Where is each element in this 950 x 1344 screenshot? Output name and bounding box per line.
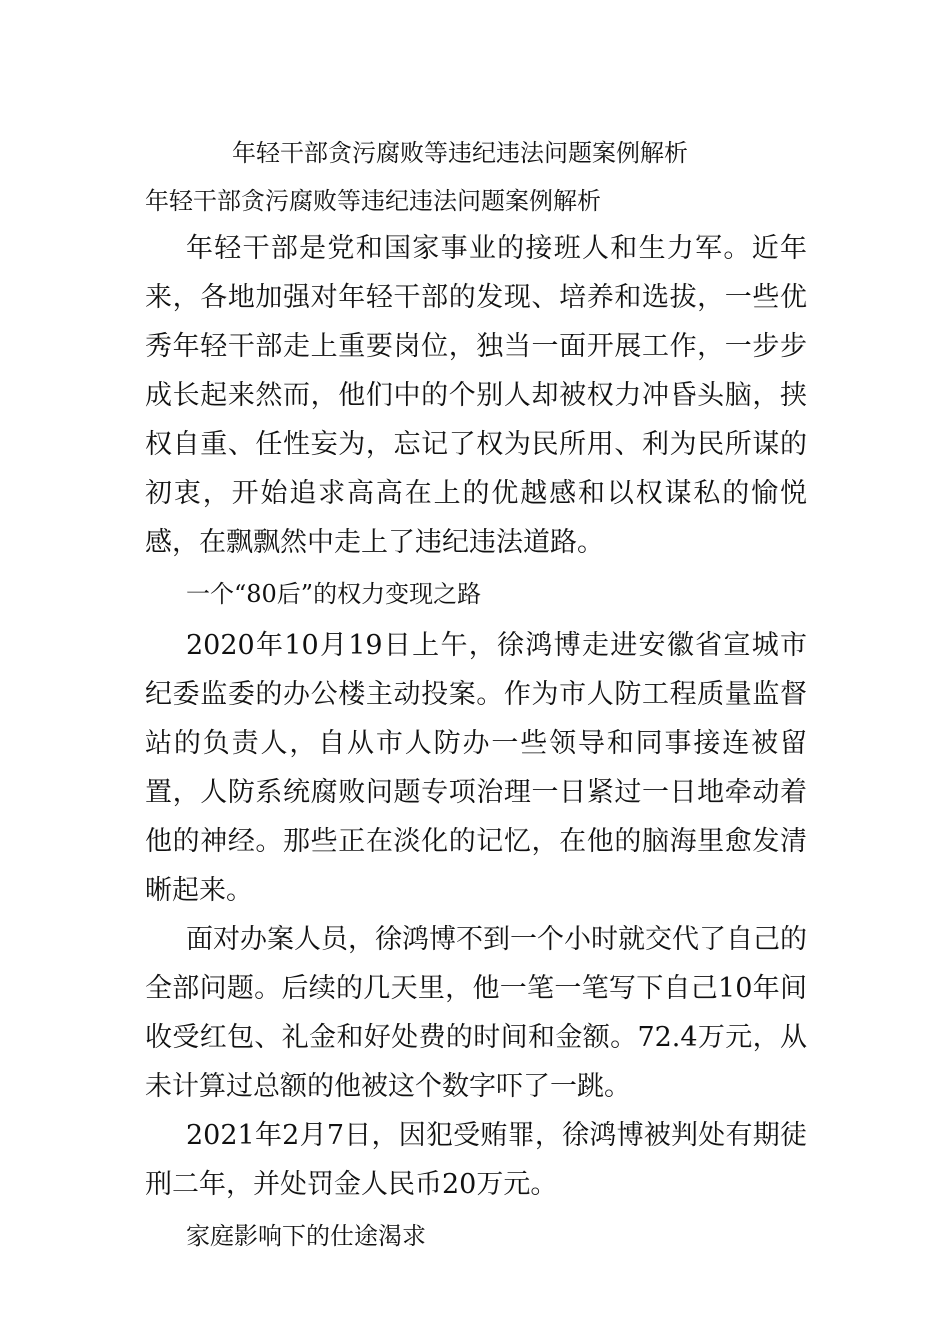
document-title: 年轻干部贪污腐败等违纪违法问题案例解析: [232, 139, 688, 167]
document-subtitle: 年轻干部贪污腐败等违纪违法问题案例解析: [145, 187, 601, 215]
section-heading-80s-power: 一个“80后”的权力变现之路: [186, 580, 482, 608]
paragraph-sentence: 2021年2月7日，因犯受贿罪，徐鸿博被判处有期徒刑二年，并处罚金人民币20万元。: [145, 1120, 807, 1200]
section-heading-family-influence: 家庭影响下的仕途渴求: [186, 1222, 426, 1250]
paragraph-surrender: 2020年10月19日上午，徐鸿博走进安徽省宣城市纪委监委的办公楼主动投案。作为市人防工程质量监督站的负责人，自从市人防办一些领导和同事接连被留置，人防系统腐败问题专项治理一日紧过一日地牵动着他的神经。那些正在淡化的记忆，在他的脑海里愈发清晰起来。: [145, 630, 807, 906]
intro-paragraph: 年轻干部是党和国家事业的接班人和生力军。近年来，各地加强对年轻干部的发现、培养和选拔，一些优秀年轻干部走上重要岗位，独当一面开展工作，一步步成长起来然而，他们中的个别人却被权力冲昏头脑，挟权自重、任性妄为，忘记了权为民所用、利为民所谋的初衷，开始追求高高在上的优越感和以权谋私的愉悦感，在飘飘然中走上了违纪违法道路。: [145, 233, 807, 558]
document-body: [145, 224, 807, 1263]
paragraph-confession: 面对办案人员，徐鸿博不到一个小时就交代了自己的全部问题。后续的几天里，他一笔一笔写下自己10年间收受红包、礼金和好处费的时间和金额。72.4万元，从未计算过总额的他被这个数字吓了一跳。: [145, 924, 807, 1102]
